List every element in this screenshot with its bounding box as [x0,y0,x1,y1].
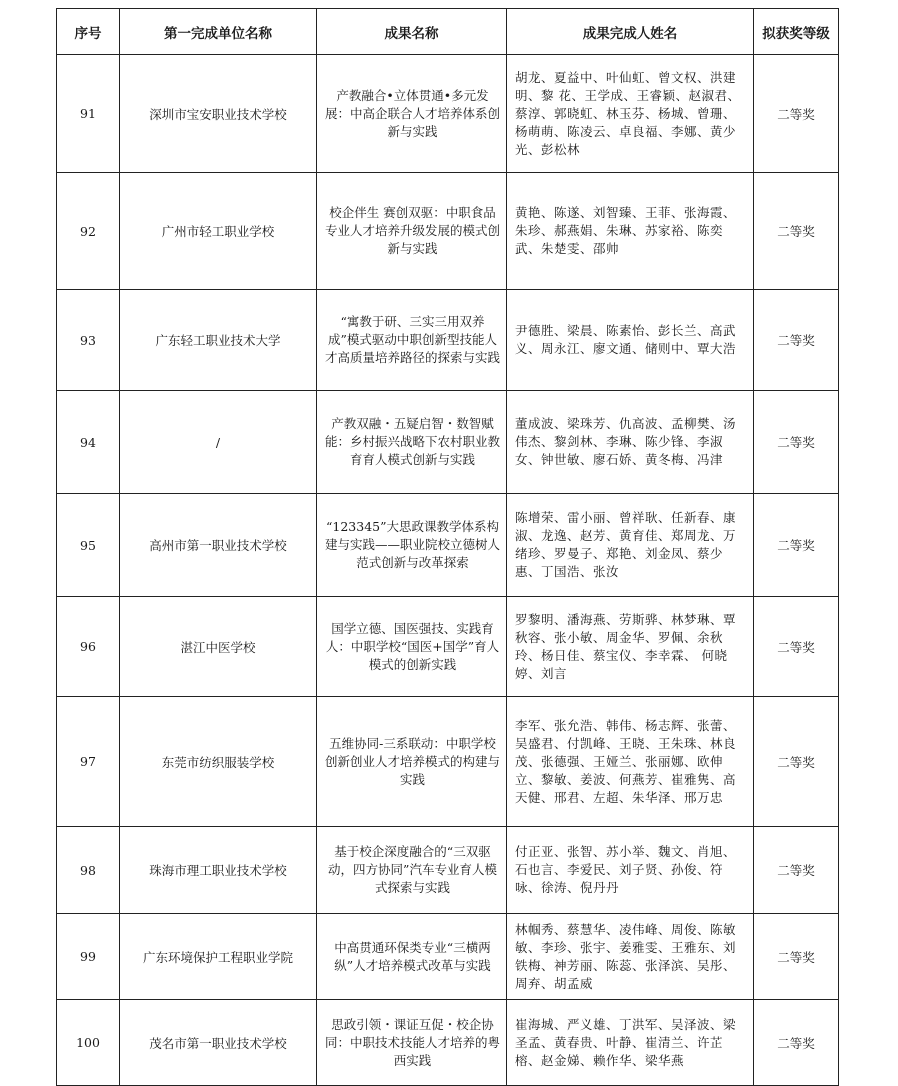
table-row [57,173,839,290]
row-num: 91 [57,55,120,173]
header-title: 成果名称 [317,9,507,55]
row-school: 东莞市纺织服装学校 [120,697,317,827]
row-people: 李军、张允浩、韩伟、杨志辉、张蕾、吴盛君、付凯峰、王晓、王朱珠、林良茂、张德强、王娅兰、张丽娜、欧伸立、黎敏、姜波、何燕芳、崔雅隽、高天健、邢君、左超、朱华泽、邢万忠 [515,717,737,805]
table-row [57,391,839,494]
row-people: 付正亚、张智、苏小举、魏文、肖旭、石也言、李爱民、刘子贤、孙俊、符咏、徐涛、倪丹丹 [515,844,737,895]
row-num: 98 [57,827,120,914]
row-people: 崔海城、严义雄、丁洪军、吴泽波、梁圣孟、黄春贵、叶静、崔清兰、许芷榕、赵金娣、赖作华、梁华燕 [515,1016,737,1068]
row-title: 五维协同-三系联动：中职学校创新创业人才培养模式的构建与实践 [325,735,501,787]
table-row [57,697,839,827]
table-row [57,827,839,914]
row-title: “123345”大思政课教学体系构建与实践——职业院校立德树人范式创新与改革探索 [325,519,501,570]
table-row [57,1000,839,1086]
table-row [57,914,839,1000]
row-award: 二等奖 [754,914,839,1000]
row-title: 中高贯通环保类专业“三横两纵”人才培养模式改革与实践 [334,939,491,973]
header-row [57,9,839,55]
awards-table [56,8,839,1086]
header-people: 成果完成人姓名 [507,9,754,55]
row-num: 92 [57,173,120,290]
row-people: 林帼秀、蔡慧华、凌伟峰、周俊、陈敏敏、李珍、张宇、姜雅雯、王雅东、刘铁梅、神芳丽、陈蕊、张泽滨、吴彤、周弃、胡孟威 [515,921,737,991]
row-people: 陈增荣、雷小丽、曾祥耿、任新春、康淑、龙逸、赵芳、黄育佳、郑周龙、万绪珍、罗曼子、郑艳、刘金凤、蔡少惠、丁国浩、张汝 [515,510,737,579]
table-row [57,597,839,697]
row-award: 二等奖 [754,55,839,173]
table-row [57,55,839,173]
row-people: 尹德胜、梁晨、陈素怡、彭长兰、高武义、周永江、廖文通、储则中、覃大浩 [515,323,737,356]
row-school: / [120,391,317,494]
table-row [57,290,839,391]
row-award: 二等奖 [754,827,839,914]
row-num: 94 [57,391,120,494]
row-award: 二等奖 [754,697,839,827]
row-people: 董成波、梁珠芳、仇高波、孟柳樊、汤伟杰、黎剑林、李琳、陈少锋、李淑女、钟世敏、廖石娇、黄冬梅、冯津 [515,416,737,467]
row-school: 高州市第一职业技术学校 [120,494,317,597]
row-num: 96 [57,597,120,697]
row-school: 湛江中医学校 [120,597,317,697]
row-title: 产教双融・五疑启智・数智赋能：乡村振兴战略下农村职业教育育人模式创新与实践 [325,416,501,467]
header-school: 第一完成单位名称 [120,9,317,55]
row-num: 97 [57,697,120,827]
row-title: 思政引领・课证互促・校企协同：中职技术技能人才培养的粤西实践 [325,1016,501,1068]
row-people: 胡龙、夏益中、叶仙虹、曾文权、洪建明、黎 花、王学成、王睿颖、赵淑君、蔡淳、郭晓虹、林玉芬、杨城、曾珊、杨萌萌、陈凌云、卓良福、李娜、黄少光、彭松林 [515,69,741,157]
header-num: 序号 [57,9,120,55]
row-num: 99 [57,914,120,1000]
row-award: 二等奖 [754,1000,839,1086]
row-people: 黄艳、陈遂、刘智臻、王菲、张海霞、朱珍、郝燕娟、朱琳、苏家裕、陈奕武、朱楚雯、邵帅 [515,205,737,256]
row-school: 深圳市宝安职业技术学校 [120,55,317,173]
row-school: 广州市轻工职业学校 [120,173,317,290]
row-school: 茂名市第一职业技术学校 [120,1000,317,1086]
row-people: 罗黎明、潘海燕、劳斯骅、林梦琳、覃秋容、张小敏、周金华、罗佩、余秋玲、杨日佳、蔡宝仪、李幸霖、 何晓婷、刘言 [515,611,737,681]
row-num: 95 [57,494,120,597]
row-award: 二等奖 [754,494,839,597]
row-num: 93 [57,290,120,391]
table-row [57,494,839,597]
row-title: “寓教于研、三实三用双养成”模式驱动中职创新型技能人才高质量培养路径的探索与实践 [325,314,501,365]
row-award: 二等奖 [754,173,839,290]
row-award: 二等奖 [754,597,839,697]
row-award: 二等奖 [754,290,839,391]
header-award: 拟获奖等级 [754,9,839,55]
row-title: 国学立德、国医强技、实践育人：中职学校“国医+国学”育人模式的创新实践 [325,620,500,672]
row-school: 广东轻工职业技术大学 [120,290,317,391]
row-num: 100 [57,1000,120,1086]
row-school: 珠海市理工职业技术学校 [120,827,317,914]
row-title: 基于校企深度融合的“三双驱动，四方协同”汽车专业育人模式探索与实践 [328,844,497,895]
row-title: 校企伴生 赛创双驱：中职食品专业人才培养升级发展的模式创新与实践 [325,205,501,256]
row-title: 产教融合•立体贯通•多元发展：中高企联合人才培养体系创新与实践 [325,87,501,139]
row-award: 二等奖 [754,391,839,494]
row-school: 广东环境保护工程职业学院 [120,914,317,1000]
